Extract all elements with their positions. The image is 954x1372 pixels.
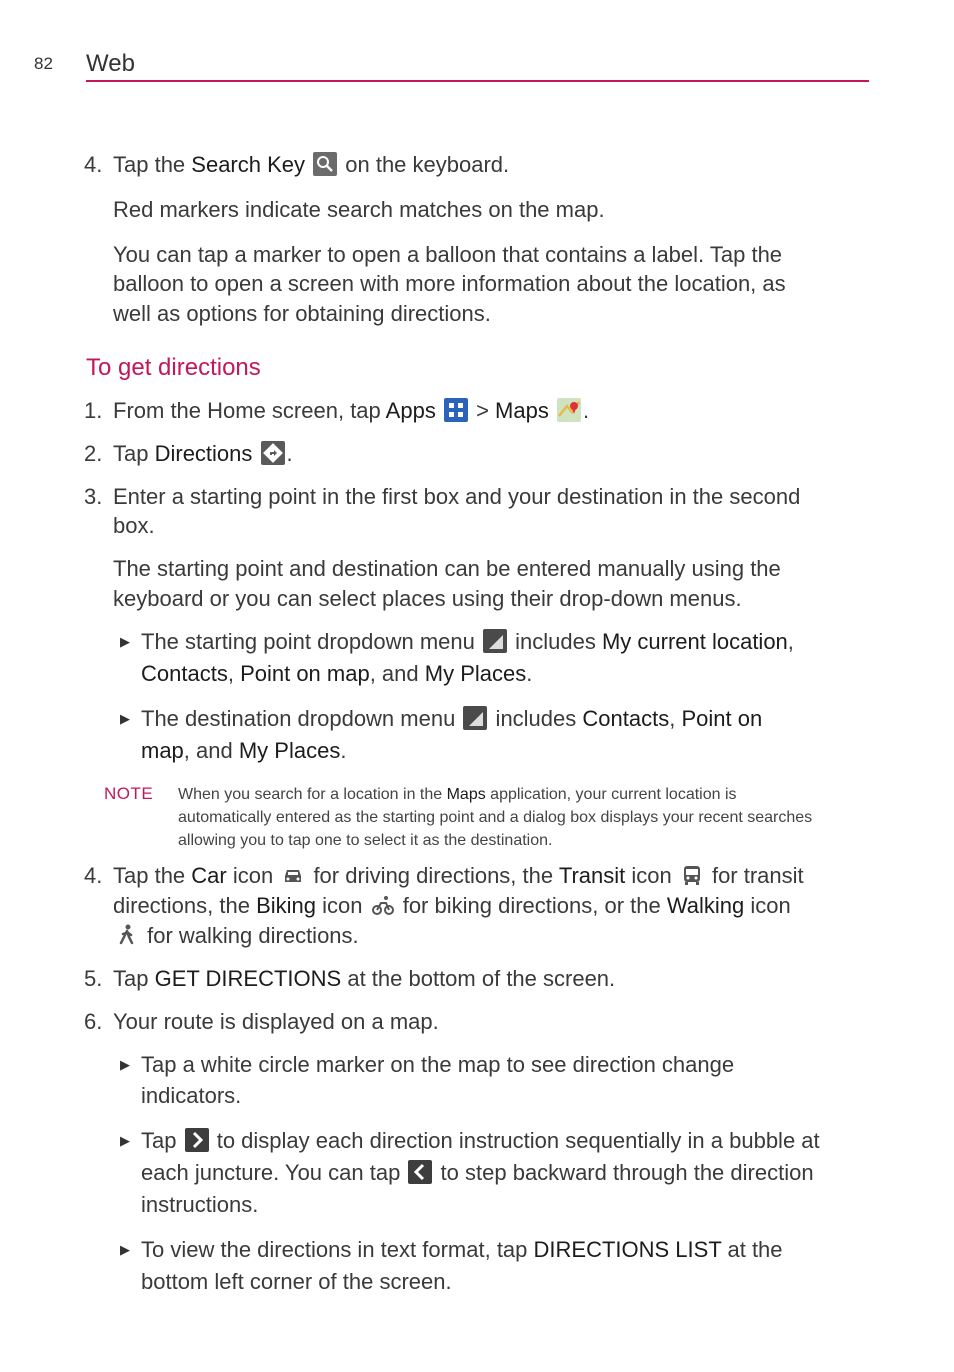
step-text: From the Home screen, tap xyxy=(113,398,386,423)
bullet-line xyxy=(141,1235,783,1265)
bullet-triangle-icon: ▶ xyxy=(120,711,130,726)
bullet-triangle-icon: ▶ xyxy=(120,634,130,649)
option-label: map xyxy=(141,738,184,763)
step-6 xyxy=(84,1007,439,1037)
step-text: Tap the xyxy=(113,863,192,888)
step-number: 2. xyxy=(84,441,103,466)
transit-label: Transit xyxy=(558,863,626,888)
option-label: Contacts xyxy=(141,661,228,686)
directions-label: Directions xyxy=(154,441,253,466)
car-label: Car xyxy=(191,863,227,888)
paragraph-line: well as options for obtaining directions. xyxy=(113,301,491,326)
get-directions-label: GET DIRECTIONS xyxy=(154,966,342,991)
step-text: for driving directions, the xyxy=(307,863,559,888)
bullet-text: to display each direction instruction sequentially in a bubble at xyxy=(210,1128,820,1153)
note-text: When you search for a location in the xyxy=(178,786,447,803)
paragraph-line: balloon to open a screen with more information about the location, as xyxy=(113,271,786,296)
option-label: Point on xyxy=(681,706,763,731)
walking-icon xyxy=(115,923,139,947)
step-number: 4. xyxy=(84,152,103,177)
bullet-line xyxy=(141,1126,820,1156)
step-1 xyxy=(84,396,590,426)
bullet-text: The destination dropdown menu xyxy=(141,706,462,731)
bullet-text: The starting point dropdown menu xyxy=(141,629,481,654)
option-label: Contacts xyxy=(582,706,670,731)
directions-list-label: DIRECTIONS LIST xyxy=(533,1237,722,1262)
search-key-icon xyxy=(313,152,337,176)
step-text: on the keyboard. xyxy=(339,152,510,177)
step-search xyxy=(84,150,510,180)
page-number: 82 xyxy=(34,54,53,73)
directions-icon xyxy=(261,441,285,465)
bullet-text: , xyxy=(787,629,794,654)
bullet-text: To view the directions in text format, tap xyxy=(141,1237,534,1262)
step-text: Your route is displayed on a map. xyxy=(113,1009,439,1034)
bullet-line xyxy=(141,736,346,766)
bullet-line xyxy=(141,1158,814,1188)
step-text: . xyxy=(582,398,590,423)
step-text: box. xyxy=(113,513,155,538)
step-text: for walking directions. xyxy=(141,923,359,948)
apps-label: Apps xyxy=(385,398,436,423)
step-text: . xyxy=(286,441,293,466)
section-title: Web xyxy=(86,50,135,77)
paragraph-line: keyboard or you can select places using their drop-down menus. xyxy=(113,586,742,611)
paragraph-line: The starting point and destination can be entered manually using the xyxy=(113,556,781,581)
step-text: icon xyxy=(316,893,369,918)
step-number: 1. xyxy=(84,398,103,423)
note-line: automatically entered as the starting point and a dialog box displays your recent searches xyxy=(178,809,813,826)
bullet-text: includes xyxy=(508,629,602,654)
step-3 xyxy=(84,482,801,512)
paragraph-line: You can tap a marker to open a balloon that contains a label. Tap the xyxy=(113,242,783,267)
paragraph: Red markers indicate search matches on the map. xyxy=(113,197,605,222)
back-arrow-icon xyxy=(408,1160,432,1184)
search-key-label: Search Key xyxy=(191,152,306,177)
bullet-text: , xyxy=(669,706,682,731)
apps-icon xyxy=(444,398,468,422)
step-5 xyxy=(84,964,616,994)
bullet-triangle-icon: ▶ xyxy=(120,1133,130,1148)
step-number: 5. xyxy=(84,966,103,991)
step-text: directions, the xyxy=(113,893,257,918)
walking-label: Walking xyxy=(666,893,745,918)
step-text: icon xyxy=(226,863,280,888)
bullet-text: to step backward through the direction xyxy=(434,1160,814,1185)
biking-label: Biking xyxy=(256,893,316,918)
step-number: 3. xyxy=(84,484,103,509)
option-label: My Places xyxy=(238,738,341,763)
bullet-text: at the xyxy=(721,1237,783,1262)
step-2 xyxy=(84,439,293,469)
bullet-line xyxy=(141,704,762,734)
biking-icon xyxy=(371,893,395,917)
step-text: Tap xyxy=(113,441,155,466)
option-label: Point on map xyxy=(240,661,370,686)
bullet-text: , and xyxy=(369,661,425,686)
maps-label: Maps xyxy=(495,398,549,423)
step-4 xyxy=(84,861,804,891)
bullet-text: Tap xyxy=(141,1128,183,1153)
step-text: for biking directions, or the xyxy=(396,893,667,918)
step-text: icon xyxy=(744,893,791,918)
bullet-text: . xyxy=(526,661,533,686)
dropdown-icon xyxy=(483,629,507,653)
option-label: My current location xyxy=(601,629,788,654)
step-text: > xyxy=(469,398,496,423)
step-text: Tap xyxy=(113,966,155,991)
step-text: Tap the xyxy=(113,152,192,177)
bullet-text: , and xyxy=(183,738,239,763)
car-icon xyxy=(281,863,305,887)
step-text: at the bottom of the screen. xyxy=(341,966,616,991)
note-label: NOTE xyxy=(104,784,154,803)
bullet-text: , xyxy=(227,661,241,686)
option-label: My Places xyxy=(424,661,527,686)
step-text: for transit xyxy=(705,863,804,888)
bullet-text: includes xyxy=(489,706,583,731)
step-line xyxy=(113,921,359,951)
bullet-line: indicators. xyxy=(141,1083,242,1108)
bullet-triangle-icon: ▶ xyxy=(120,1057,130,1072)
note-bold: Maps xyxy=(446,786,486,803)
step-number: 6. xyxy=(84,1009,103,1034)
transit-icon xyxy=(680,863,704,887)
dropdown-icon xyxy=(463,706,487,730)
step-number: 4. xyxy=(84,863,103,888)
note-line xyxy=(178,783,737,806)
bullet-line xyxy=(141,659,532,689)
bullet-text: . xyxy=(340,738,347,763)
note-line: allowing you to tap one to select it as the destination. xyxy=(178,832,553,849)
bullet-line xyxy=(141,627,794,657)
note-text: application, your current location is xyxy=(485,786,737,803)
bullet-triangle-icon: ▶ xyxy=(120,1242,130,1257)
subheading: To get directions xyxy=(86,354,261,381)
step-line xyxy=(113,891,791,921)
step-text: icon xyxy=(625,863,678,888)
bullet-line: Tap a white circle marker on the map to see direction change xyxy=(141,1052,735,1077)
step-text: Enter a starting point in the first box and your destination in the second xyxy=(113,484,801,509)
maps-icon xyxy=(557,398,581,422)
next-arrow-icon xyxy=(185,1128,209,1152)
bullet-line: instructions. xyxy=(141,1192,259,1217)
header-rule xyxy=(86,80,869,82)
bullet-text: each juncture. You can tap xyxy=(141,1160,407,1185)
bullet-line: bottom left corner of the screen. xyxy=(141,1269,452,1294)
